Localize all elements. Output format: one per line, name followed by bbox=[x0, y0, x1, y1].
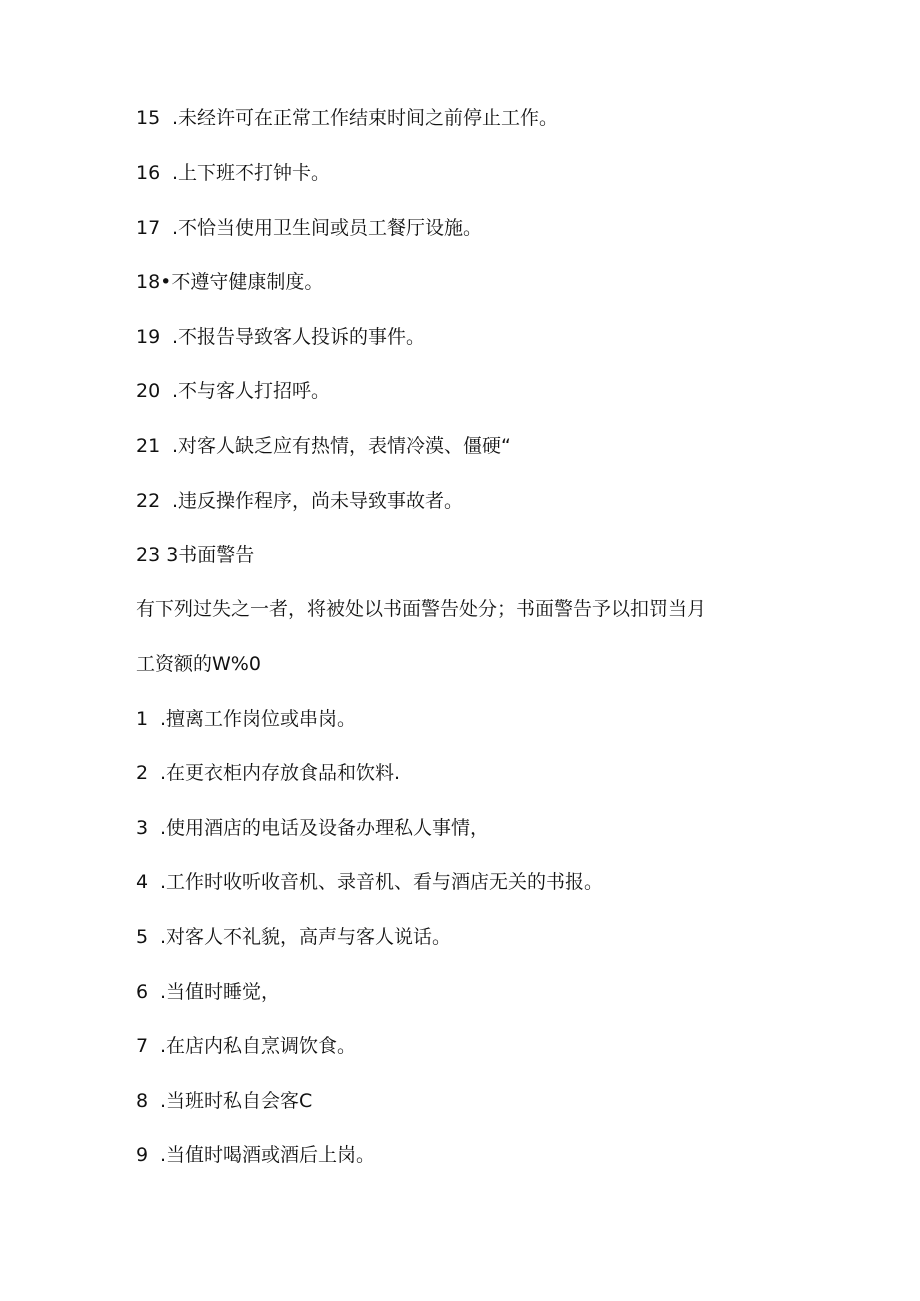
item-text: .不与客人打招呼。 bbox=[172, 380, 331, 402]
rule-item-19 bbox=[136, 325, 425, 349]
item-number: 4 bbox=[136, 871, 149, 893]
item-text: .当值时喝酒或酒后上岗。 bbox=[160, 1144, 376, 1166]
item-text: .擅离工作岗位或串岗。 bbox=[160, 708, 357, 730]
item-number: 9 bbox=[136, 1144, 149, 1166]
item-text: .使用酒店的电话及设备办理私人事情， bbox=[160, 817, 490, 839]
item-number: 22 bbox=[136, 490, 161, 512]
item-number: 6 bbox=[136, 981, 149, 1003]
item-number: 5 bbox=[136, 926, 149, 948]
item-text: .违反操作程序，尚未导致事故者。 bbox=[172, 490, 464, 512]
heading-text: 23 3书面警告 bbox=[136, 544, 255, 566]
item-number: 17 bbox=[136, 217, 161, 239]
section-heading bbox=[136, 543, 254, 567]
item-number: 21 bbox=[136, 435, 161, 457]
paragraph-line-2 bbox=[136, 652, 261, 676]
warning-item-8 bbox=[136, 1089, 312, 1113]
item-number: 7 bbox=[136, 1035, 149, 1057]
warning-item-7 bbox=[136, 1034, 356, 1058]
warning-item-3 bbox=[136, 816, 489, 840]
item-text: 18•不遵守健康制度。 bbox=[136, 271, 324, 293]
item-number: 20 bbox=[136, 380, 161, 402]
rule-item-20 bbox=[136, 379, 330, 403]
item-number: 1 bbox=[136, 708, 149, 730]
paragraph-text: 工资额的W%0 bbox=[136, 653, 261, 675]
rule-item-21 bbox=[136, 434, 511, 458]
warning-item-5 bbox=[136, 925, 451, 949]
item-number: 3 bbox=[136, 817, 149, 839]
rule-item-17 bbox=[136, 216, 482, 240]
warning-item-6 bbox=[136, 980, 280, 1004]
item-text: .当值时睡觉， bbox=[160, 981, 281, 1003]
item-number: 15 bbox=[136, 107, 161, 129]
item-text: .工作时收听收音机、录音机、看与酒店无关的书报。 bbox=[160, 871, 604, 893]
warning-item-4 bbox=[136, 870, 603, 894]
item-number: 8 bbox=[136, 1090, 149, 1112]
item-text: .当班时私自会客C bbox=[160, 1090, 313, 1112]
paragraph-line-1 bbox=[136, 597, 706, 621]
paragraph-text: 有下列过失之一者，将被处以书面警告处分；书面警告予以扣罚当月 bbox=[136, 598, 707, 620]
item-text: .对客人缺乏应有热情，表情冷漠、僵硬“ bbox=[172, 435, 511, 457]
item-text: .对客人不礼貌，高声与客人说话。 bbox=[160, 926, 452, 948]
item-text: .上下班不打钟卡。 bbox=[172, 162, 331, 184]
rule-item-18 bbox=[136, 270, 323, 294]
item-text: .未经许可在正常工作结束时间之前停止工作。 bbox=[172, 107, 559, 129]
warning-item-9 bbox=[136, 1143, 375, 1167]
item-number: 19 bbox=[136, 326, 161, 348]
item-text: .不恰当使用卫生间或员工餐厅设施。 bbox=[172, 217, 483, 239]
rule-item-16 bbox=[136, 161, 330, 185]
item-number: 2 bbox=[136, 762, 149, 784]
item-text: .在更衣柜内存放食品和饮料. bbox=[160, 762, 401, 784]
rule-item-15 bbox=[136, 106, 558, 130]
warning-item-1 bbox=[136, 707, 356, 731]
warning-item-2 bbox=[136, 761, 400, 785]
rule-item-22 bbox=[136, 489, 463, 513]
item-number: 16 bbox=[136, 162, 161, 184]
item-text: .不报告导致客人投诉的事件。 bbox=[172, 326, 426, 348]
item-text: .在店内私自烹调饮食。 bbox=[160, 1035, 357, 1057]
